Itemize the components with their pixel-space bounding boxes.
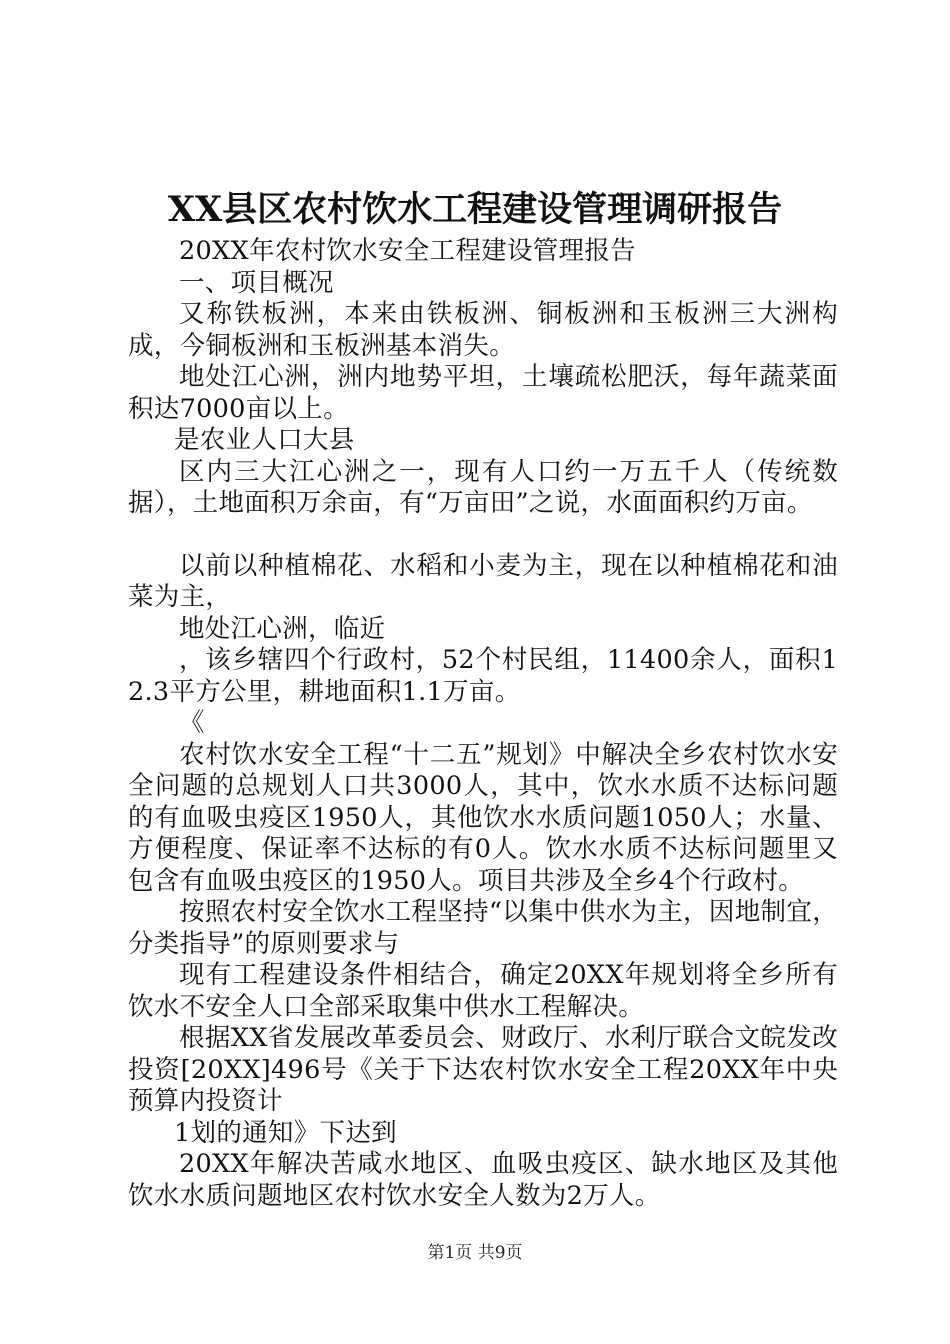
document-body bbox=[128, 236, 838, 1212]
paragraph-subtitle: 20XX年农村饮水安全工程建设管理报告 bbox=[179, 236, 636, 266]
paragraph: 《 bbox=[179, 708, 205, 738]
paragraph: 又称铁板洲，本来由铁板洲、铜板洲和玉板洲三大洲构成，今铜板洲和玉板洲基本消失。 bbox=[128, 299, 838, 361]
paragraph: 以前以种植棉花、水稻和小麦为主，现在以种植棉花和油菜为主， bbox=[128, 550, 838, 612]
paragraph: 20XX年解决苦咸水地区、血吸虫疫区、缺水地区及其他饮水水质问题地区农村饮水安全人数为2万人。 bbox=[128, 1149, 838, 1211]
paragraph: 1划的通知》下达到 bbox=[174, 1117, 397, 1148]
paragraph: 是农业人口大县 bbox=[174, 425, 355, 455]
paragraph: 农村饮水安全工程“十二五”规划》中解决全乡农村饮水安全问题的总规划人口共3000人，其中，饮水水质不达标问题的有血吸虫疫区1950人，其他饮水水质问题1050人；水量、方便程度、保证率不达标的有0人。饮水水质不达标问题里又包含有血吸虫疫区的1950人。项目共涉及全乡4个行政村。 bbox=[128, 739, 838, 896]
paragraph: 现有工程建设条件相结合，确定20XX年规划将全乡所有饮水不安全人口全部采取集中供水工程解决。 bbox=[128, 960, 838, 1022]
paragraph-section-heading: 一、项目概况 bbox=[179, 267, 334, 298]
document-title: XX县区农村饮水工程建设管理调研报告 bbox=[167, 189, 783, 230]
paragraph: ，该乡辖四个行政村，52个村民组，11400余人，面积12.3平方公里，耕地面积1.1万亩。 bbox=[128, 645, 838, 707]
page-footer: 第1页 共9页 bbox=[427, 1243, 523, 1263]
paragraph: 地处江心洲，临近 bbox=[179, 613, 386, 644]
paragraph: 区内三大江心洲之一，现有人口约一万五千人（传统数据），土地面积万余亩，有“万亩田”之说，水面面积约万亩。 bbox=[128, 456, 838, 518]
paragraph: 按照农村安全饮水工程坚持“以集中供水为主，因地制宜，分类指导”的原则要求与 bbox=[128, 897, 838, 959]
paragraph: 地处江心洲，洲内地势平坦，土壤疏松肥沃，每年蔬菜面积达7000亩以上。 bbox=[128, 362, 838, 424]
paragraph: 根据XX省发展改革委员会、财政厅、水利厅联合文皖发改投资[20XX]496号《关于下达农村饮水安全工程20XX年中央预算内投资计 bbox=[128, 1023, 838, 1116]
